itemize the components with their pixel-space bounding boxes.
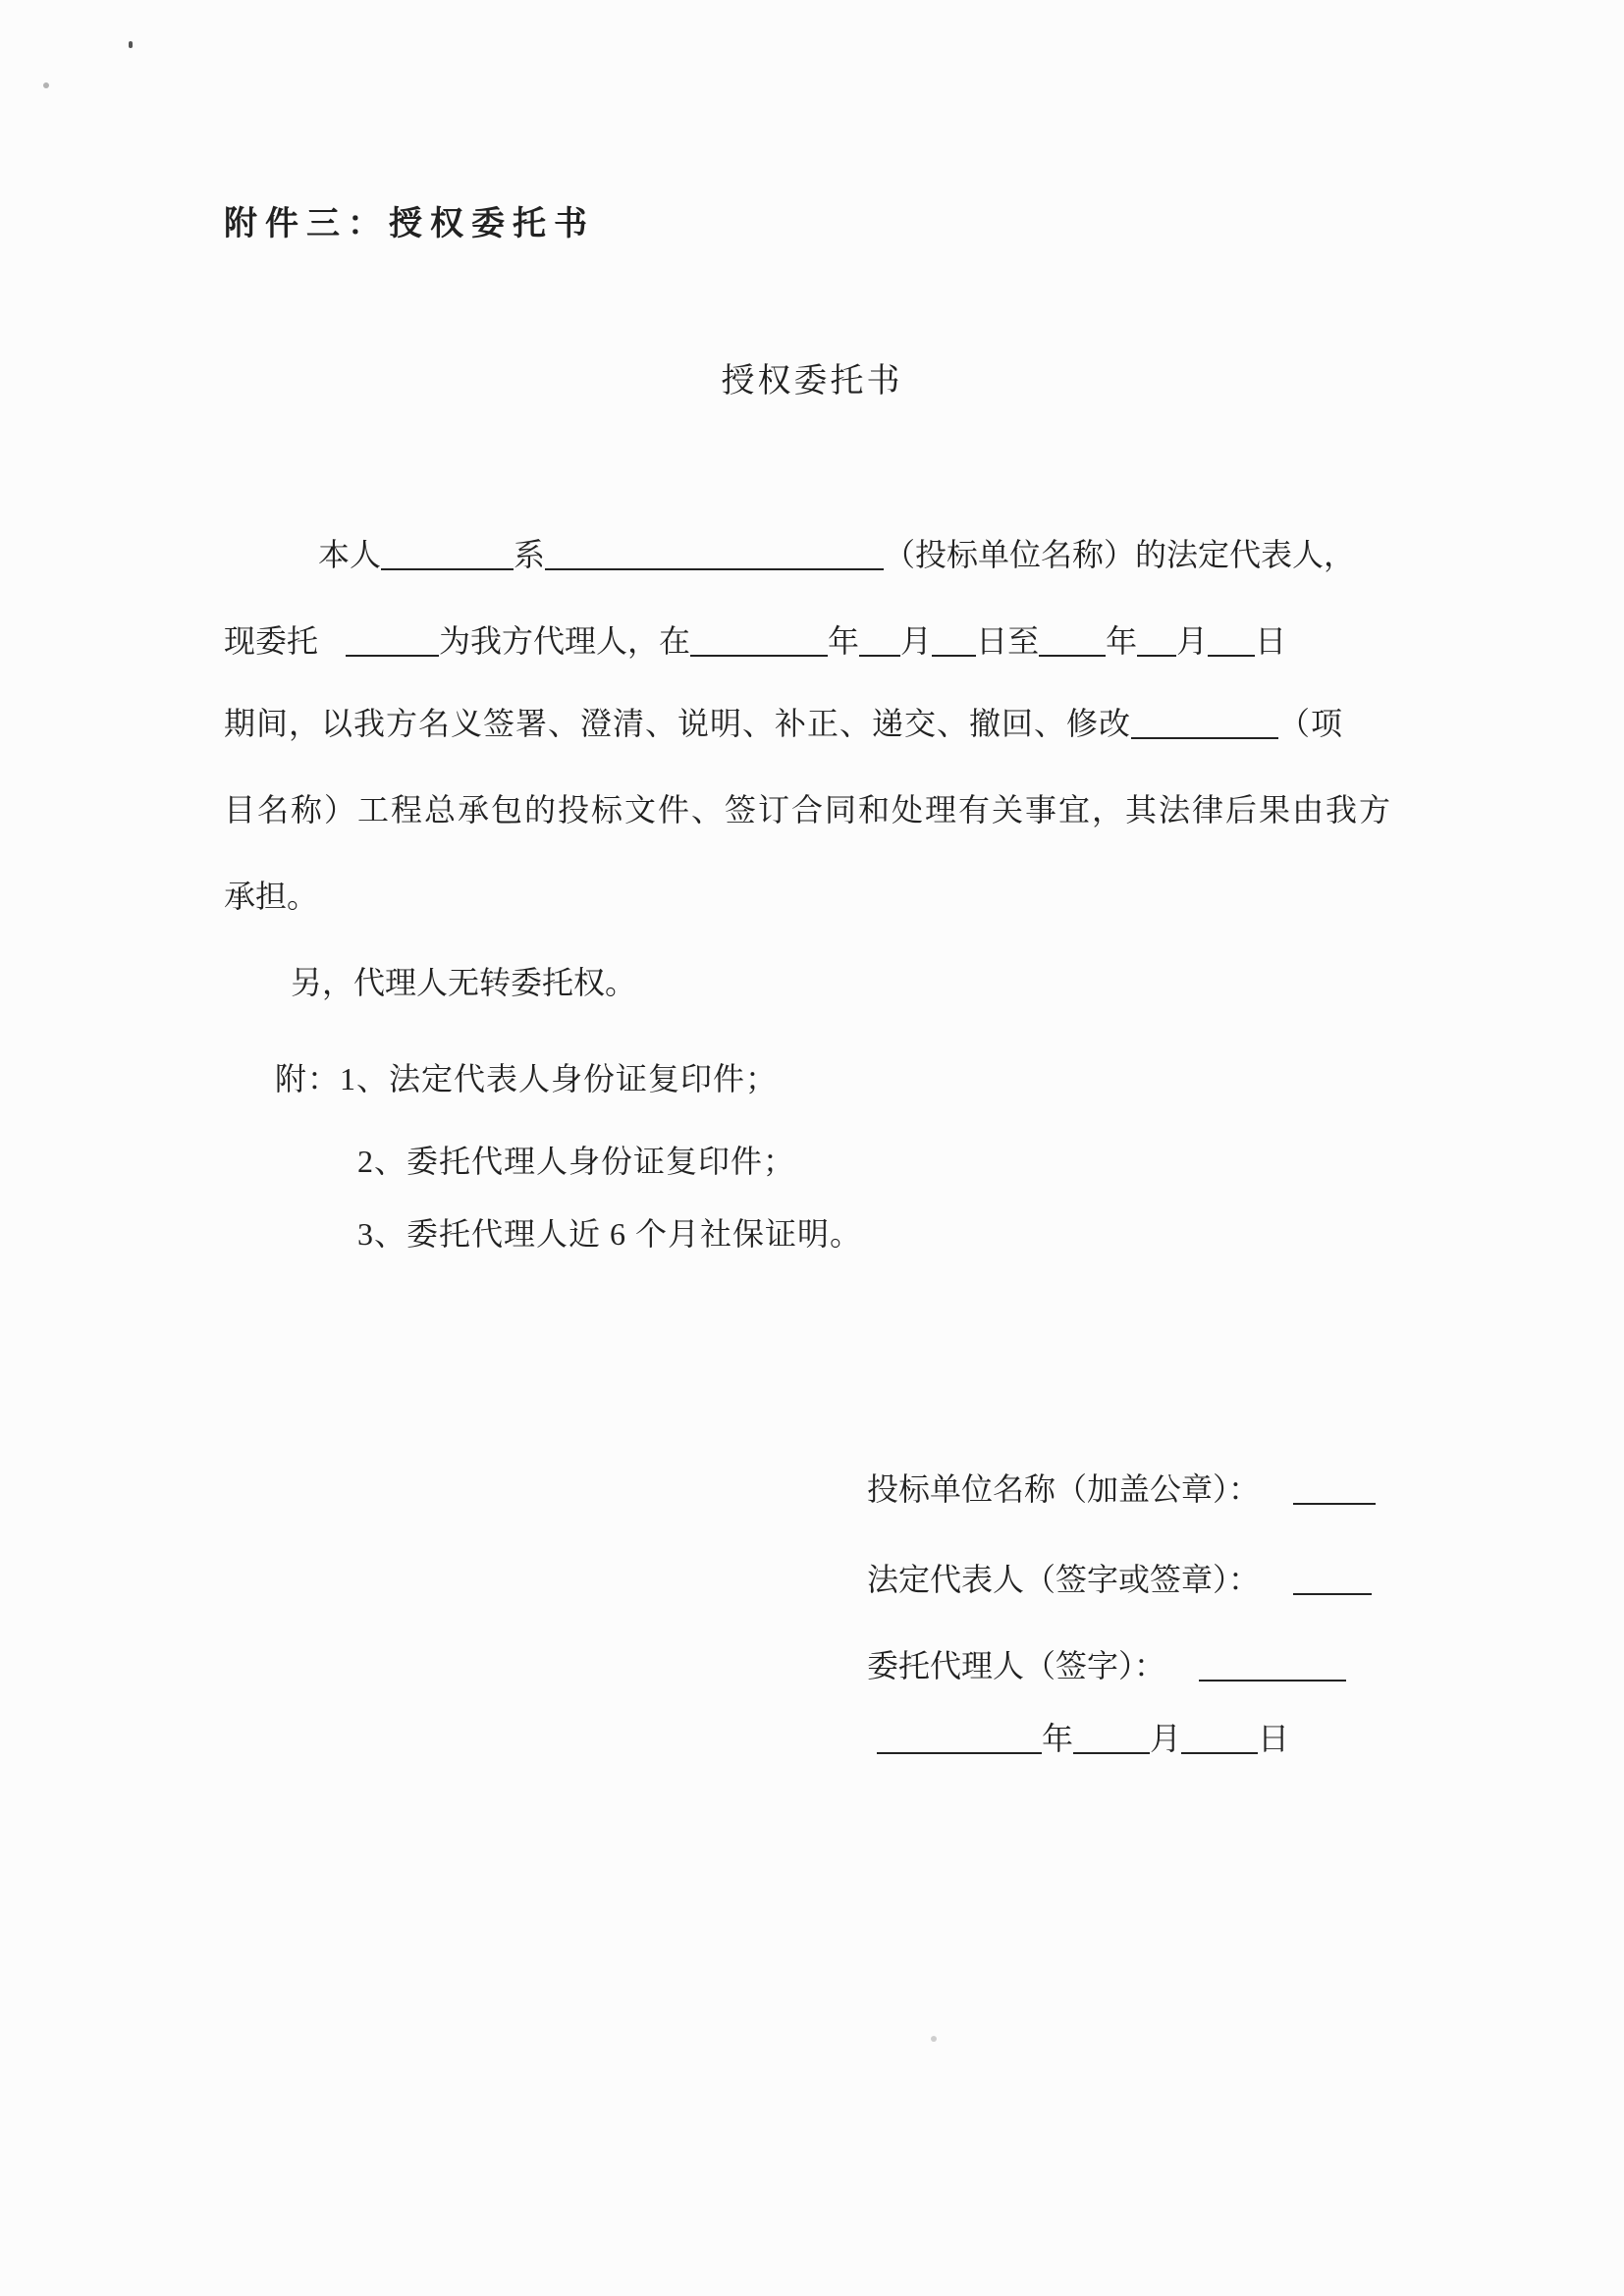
text-run: 年 bbox=[828, 623, 860, 659]
blank-start-month bbox=[859, 625, 900, 657]
text-run: 年 bbox=[1106, 623, 1138, 659]
blank-end-day bbox=[1208, 625, 1255, 657]
attachment-item-1: 附：1、法定代表人身份证复印件； bbox=[275, 1061, 779, 1096]
blank-agent-signature bbox=[1199, 1650, 1346, 1682]
signature-agent-label: 委托代理人（签字）： bbox=[867, 1648, 1166, 1683]
paragraph-line-2 bbox=[224, 616, 1286, 662]
blank-agent-name bbox=[346, 625, 439, 657]
text-run: 系 bbox=[514, 537, 546, 572]
signature-legal-rep-line bbox=[867, 1555, 1372, 1600]
blank-end-month bbox=[1137, 625, 1176, 657]
scan-speck bbox=[931, 2036, 937, 2042]
text-run: 期间，以我方名义签署、澄清、说明、补正、递交、撤回、修改 bbox=[224, 706, 1132, 741]
text-run: 日 bbox=[1258, 1721, 1290, 1756]
signature-company-line bbox=[867, 1465, 1376, 1510]
blank-company-name bbox=[545, 539, 884, 570]
text-run: 现委托 bbox=[224, 623, 319, 659]
paragraph-line-3 bbox=[224, 699, 1343, 744]
paragraph-line-4: 目名称）工程总承包的投标文件、签订合同和处理有关事宜，其法律后果由我方 bbox=[224, 792, 1393, 828]
text-run: 日 bbox=[1255, 623, 1287, 659]
text-run: 月 bbox=[900, 623, 933, 659]
blank-company-seal bbox=[1293, 1473, 1376, 1505]
attachment-item-3: 3、委托代理人近 6 个月社保证明。 bbox=[357, 1216, 863, 1252]
blank-principal-name bbox=[381, 539, 514, 570]
paragraph-line-1 bbox=[224, 530, 1355, 575]
blank-end-year bbox=[1039, 625, 1106, 657]
signature-legal-rep-label: 法定代表人（签字或签章）： bbox=[867, 1562, 1261, 1597]
text-run: （投标单位名称）的法定代表人， bbox=[884, 537, 1356, 572]
text-run: 本人 bbox=[318, 537, 382, 572]
blank-date-month bbox=[1073, 1723, 1150, 1754]
text-run: 年 bbox=[1042, 1721, 1074, 1756]
signature-agent-line bbox=[867, 1641, 1346, 1686]
no-subdelegation-note: 另，代理人无转委托权。 bbox=[291, 965, 637, 1000]
blank-start-year bbox=[690, 625, 828, 657]
paragraph-line-5: 承担。 bbox=[224, 879, 319, 914]
text-run: 日至 bbox=[976, 623, 1040, 659]
text-run: 为我方代理人，在 bbox=[439, 623, 691, 659]
attachment-item-2: 2、委托代理人身份证复印件； bbox=[357, 1144, 796, 1179]
document-title: 授权委托书 bbox=[721, 363, 903, 400]
blank-start-day bbox=[932, 625, 976, 657]
text-run: 月 bbox=[1176, 623, 1209, 659]
blank-date-day bbox=[1181, 1723, 1258, 1754]
text-run: （项 bbox=[1278, 706, 1344, 741]
blank-project-name bbox=[1131, 708, 1278, 739]
signature-date-line bbox=[877, 1714, 1289, 1759]
blank-legal-rep-signature bbox=[1293, 1564, 1372, 1595]
scan-speck bbox=[43, 82, 49, 88]
text-run: 月 bbox=[1150, 1721, 1182, 1756]
signature-company-label: 投标单位名称（加盖公章）： bbox=[867, 1471, 1261, 1507]
attachment-heading: 附件三：授权委托书 bbox=[224, 206, 595, 242]
blank-date-year bbox=[877, 1723, 1042, 1754]
scan-speck bbox=[129, 41, 133, 48]
